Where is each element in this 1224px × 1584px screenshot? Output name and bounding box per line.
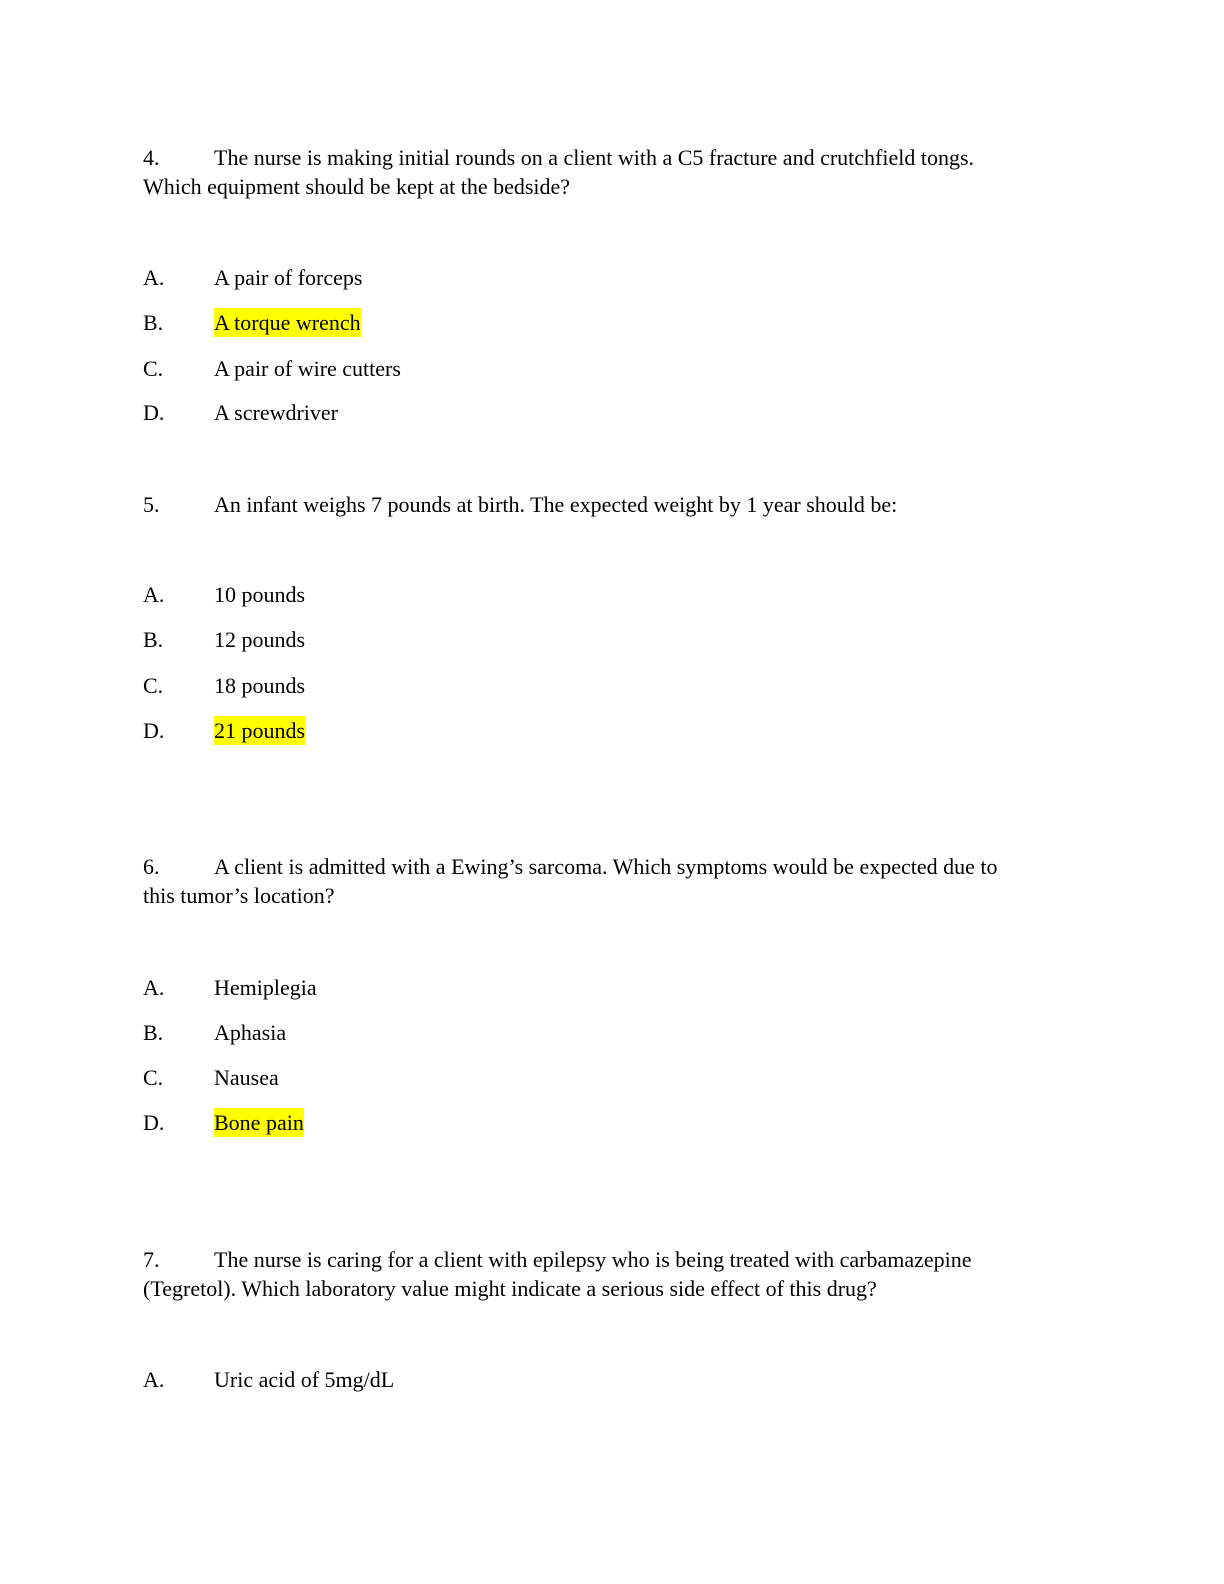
question-text: A client is admitted with a Ewing’s sarcoma. Which symptoms would be expected due to — [214, 854, 998, 879]
question-text-continued: Which equipment should be kept at the bedside? — [143, 174, 571, 199]
option-letter: D. — [143, 718, 165, 743]
question-number: 6. — [143, 854, 160, 879]
question-4-stem-continued — [143, 172, 570, 201]
option-letter: A. — [143, 265, 165, 290]
option-text: Uric acid of 5mg/dL — [214, 1367, 395, 1392]
option-text: Hemiplegia — [214, 975, 317, 1000]
option-text: 10 pounds — [214, 582, 306, 607]
option-letter: B. — [143, 1020, 164, 1045]
option-text: Nausea — [214, 1065, 279, 1090]
option-text: 18 pounds — [214, 673, 306, 698]
option-text-highlighted: A torque wrench — [214, 310, 361, 335]
question-text-continued: this tumor’s location? — [143, 883, 335, 908]
option-text: 12 pounds — [214, 627, 306, 652]
option-letter: C. — [143, 356, 164, 381]
option-text-highlighted: 21 pounds — [214, 718, 306, 743]
option-letter: D. — [143, 1110, 165, 1135]
question-text: The nurse is caring for a client with epilepsy who is being treated with carbamazepine — [214, 1247, 972, 1272]
question-number: 5. — [143, 492, 160, 517]
question-6-stem-continued — [143, 881, 334, 910]
option-letter: C. — [143, 1065, 164, 1090]
option-text: A pair of wire cutters — [214, 356, 401, 381]
option-letter: A. — [143, 582, 165, 607]
option-text: Aphasia — [214, 1020, 287, 1045]
question-7-stem-continued — [143, 1274, 877, 1303]
option-text: A screwdriver — [214, 400, 339, 425]
option-text-highlighted: Bone pain — [214, 1110, 304, 1135]
question-4-stem — [143, 143, 1083, 172]
question-text-continued: (Tegretol). Which laboratory value might indicate a serious side effect of this drug? — [143, 1276, 877, 1301]
question-text: An infant weighs 7 pounds at birth. The expected weight by 1 year should be: — [214, 492, 898, 517]
option-letter: B. — [143, 310, 164, 335]
option-letter: B. — [143, 627, 164, 652]
option-letter: A. — [143, 1367, 165, 1392]
question-number: 7. — [143, 1247, 160, 1272]
option-letter: C. — [143, 673, 164, 698]
option-letter: A. — [143, 975, 165, 1000]
option-text: A pair of forceps — [214, 265, 363, 290]
question-text: The nurse is making initial rounds on a client with a C5 fracture and crutchfield tongs. — [214, 145, 975, 170]
question-number: 4. — [143, 145, 160, 170]
option-letter: D. — [143, 400, 165, 425]
